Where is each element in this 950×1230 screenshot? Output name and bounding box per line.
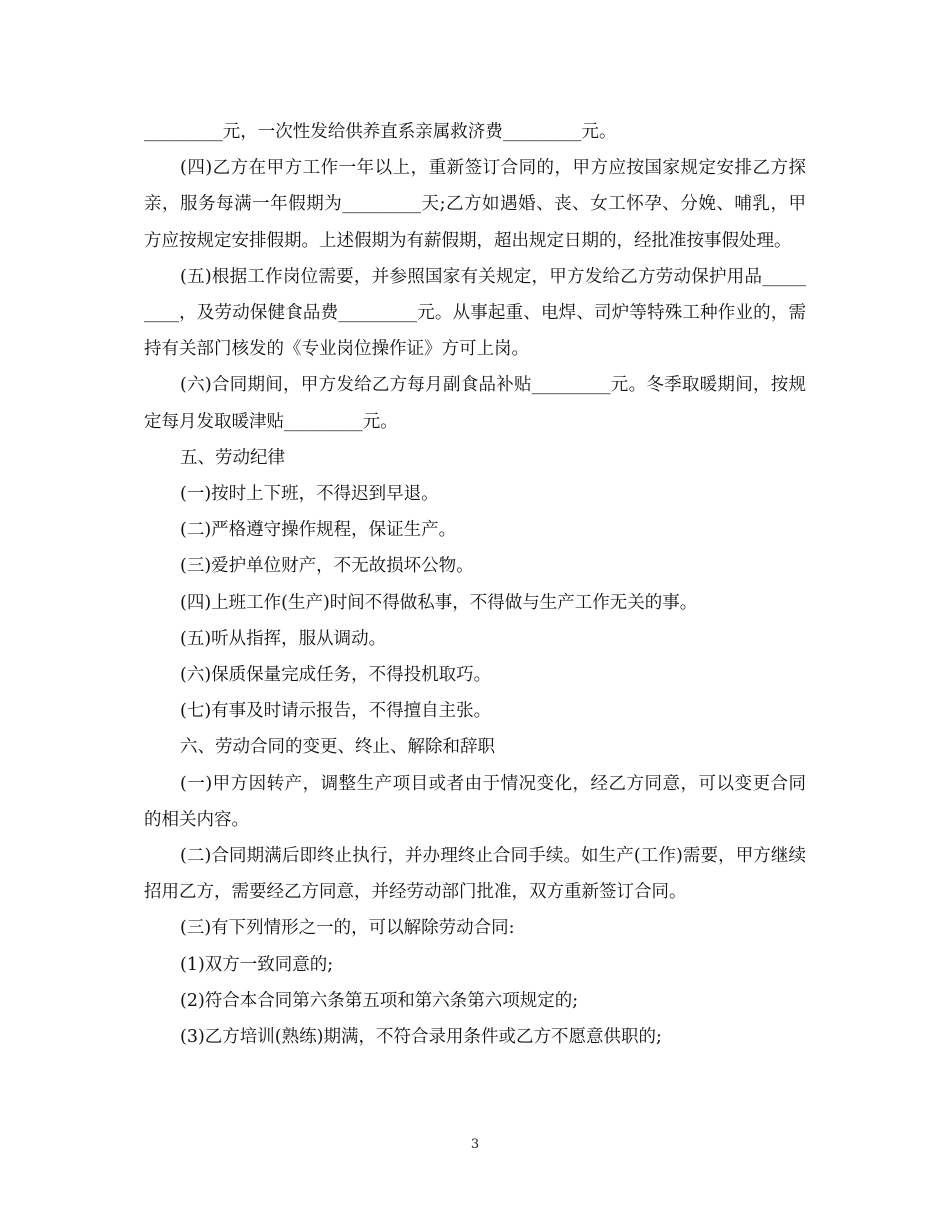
paragraph: _________元，一次性发给供养直系亲属救济费_________元。 bbox=[144, 122, 617, 142]
list-item: (三)爱护单位财产，不无故损坏公物。 bbox=[180, 556, 474, 577]
list-item: (1)双方一致同意的; bbox=[180, 954, 334, 975]
list-item: (五)听从指挥，服从调动。 bbox=[180, 628, 387, 649]
list-item: (3)乙方培训(熟练)期满，不符合录用条件或乙方不愿意供职的; bbox=[180, 1027, 662, 1048]
section-heading: 六、劳动合同的变更、终止、解除和辞职 bbox=[180, 737, 495, 758]
document-body bbox=[144, 114, 806, 1055]
list-item: (七)有事及时请示报告，不得擅自主张。 bbox=[180, 701, 492, 722]
page-number: 3 bbox=[470, 1137, 480, 1152]
section-heading: 五、劳动纪律 bbox=[180, 447, 285, 468]
paragraph: (四)乙方在甲方工作一年以上，重新签订合同的，甲方应按国家规定安排乙方探亲，服务每满一年假期为_________天;乙方如遇婚、丧、女工怀孕、分娩、哺乳，甲方应按规定安排假期。上述假期为有薪假期，超出规定日期的，经批准按事假处理。 bbox=[144, 158, 806, 251]
paragraph: (五)根据工作岗位需要，并参照国家有关规定，甲方发给乙方劳动保护用品_________，及劳动保健食品费_________元。从事起重、电焊、司炉等特殊工种作业的，需持有关部门核发的《专业岗位操作证》方可上岗。 bbox=[144, 266, 806, 360]
list-item: (2)符合本合同第六条第五项和第六条第六项规定的; bbox=[180, 990, 579, 1011]
paragraph: (三)有下列情形之一的，可以解除劳动合同: bbox=[180, 918, 515, 939]
list-item: (一)按时上下班，不得迟到早退。 bbox=[180, 484, 439, 505]
list-item: (六)保质保量完成任务，不得投机取巧。 bbox=[180, 665, 492, 686]
paragraph: (六)合同期间，甲方发给乙方每月副食品补贴_________元。冬季取暖期间，按规定每月发取暖津贴_________元。 bbox=[144, 375, 806, 432]
paragraph: (二)合同期满后即终止执行，并办理终止合同手续。如生产(工作)需要，甲方继续招用乙方，需要经乙方同意，并经劳动部门批准，双方重新签订合同。 bbox=[144, 846, 806, 903]
paragraph: (一)甲方因转产，调整生产项目或者由于情况变化，经乙方同意，可以变更合同的相关内容。 bbox=[144, 773, 806, 830]
list-item: (四)上班工作(生产)时间不得做私事，不得做与生产工作无关的事。 bbox=[180, 592, 698, 613]
list-item: (二)严格遵守操作规程，保证生产。 bbox=[180, 520, 457, 541]
